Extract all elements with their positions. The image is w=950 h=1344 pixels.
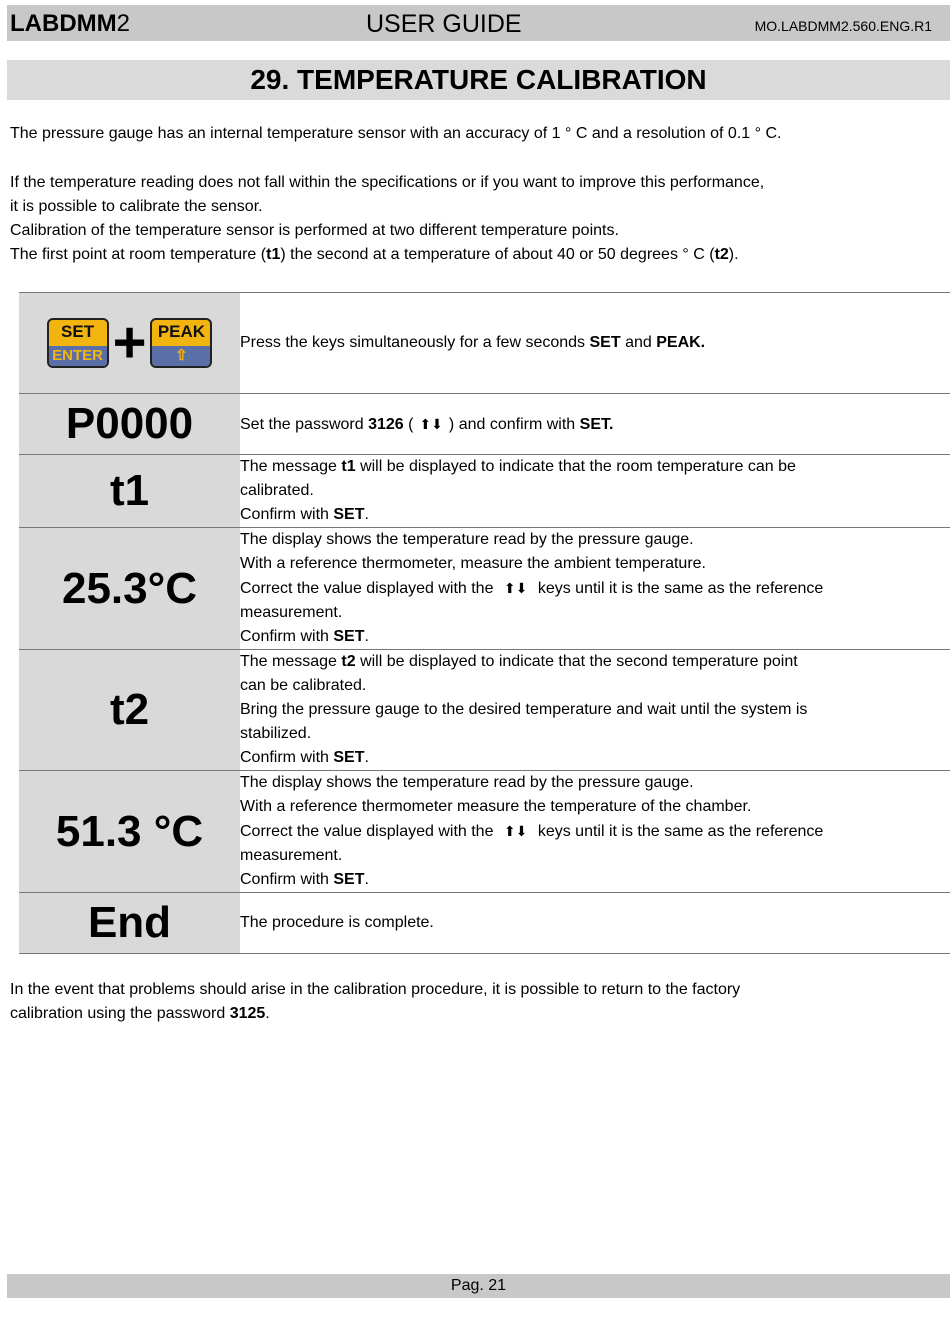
plus-icon: + — [112, 310, 147, 375]
up-down-arrows-icon: ⬆⬇ — [419, 415, 443, 432]
set-enter-key-icon: SET ENTER — [47, 318, 109, 368]
brand-label: LABDMM2 — [10, 10, 130, 37]
display-value: End — [19, 893, 240, 954]
step-description: The display shows the temperature read by the pressure gauge. With a reference thermometer, measure the ambient temperature. Correct the value displayed with the ⬆⬇ keys until it is the same as the reference measurement. Confirm with SET. — [240, 528, 950, 650]
page-header — [7, 5, 950, 41]
display-value: P0000 — [19, 394, 240, 455]
keys-illustration — [19, 293, 240, 394]
step-row — [19, 528, 950, 650]
display-value: 25.3°C — [19, 528, 240, 650]
up-down-arrows-icon: ⬆⬇ — [503, 580, 528, 596]
step-description: Set the password 3126 ( ⬆⬇ ) and confirm with SET. — [240, 394, 950, 455]
section-title: 29. TEMPERATURE CALIBRATION — [7, 60, 950, 100]
step-description: The procedure is complete. — [240, 893, 950, 954]
step-row — [19, 650, 950, 771]
step-row — [19, 293, 950, 394]
step-row — [19, 394, 950, 455]
step-description: Press the keys simultaneously for a few seconds SET and PEAK. — [240, 293, 950, 394]
up-down-arrows-icon: ⬆⬇ — [503, 823, 528, 839]
guide-title: USER GUIDE — [366, 10, 522, 38]
step-row — [19, 455, 950, 528]
step-row — [19, 893, 950, 954]
display-value: 51.3 °C — [19, 771, 240, 893]
outro-paragraph: In the event that problems should arise in the calibration procedure, it is possible to return to the factory calibration using the password 3125. — [10, 981, 741, 1022]
step-row — [19, 771, 950, 893]
display-value: t2 — [19, 650, 240, 771]
step-description: The message t1 will be displayed to indicate that the room temperature can be calibrated. Confirm with SET. — [240, 455, 950, 528]
step-description: The display shows the temperature read by the pressure gauge. With a reference thermometer measure the temperature of the chamber. Correct the value displayed with the ⬆⬇ keys until it is the same as the reference measurement. Confirm with SET. — [240, 771, 950, 893]
peak-key-icon: PEAK ⇧ — [150, 318, 212, 368]
intro-paragraph-2: If the temperature reading does not fall within the specifications or if you want to improve this performance, it is possible to calibrate the sensor. Calibration of the temperature sensor is performed at two different temperature points. The first point at room temperature (t1) the second at a temperature of about 40 or 50 degrees ° C (t2). — [10, 174, 765, 263]
step-description: The message t2 will be displayed to indicate that the second temperature point can be calibrated. Bring the pressure gauge to the desired temperature and wait until the system is stabilized. Confirm with SET. — [240, 650, 950, 771]
intro-paragraph-1: The pressure gauge has an internal temperature sensor with an accuracy of 1 ° C and a resolution of 0.1 ° C. — [10, 125, 782, 142]
calibration-steps-table — [19, 292, 950, 954]
display-value: t1 — [19, 455, 240, 528]
page-footer: Pag. 21 — [7, 1274, 950, 1298]
document-code: MO.LABDMM2.560.ENG.R1 — [754, 18, 932, 34]
